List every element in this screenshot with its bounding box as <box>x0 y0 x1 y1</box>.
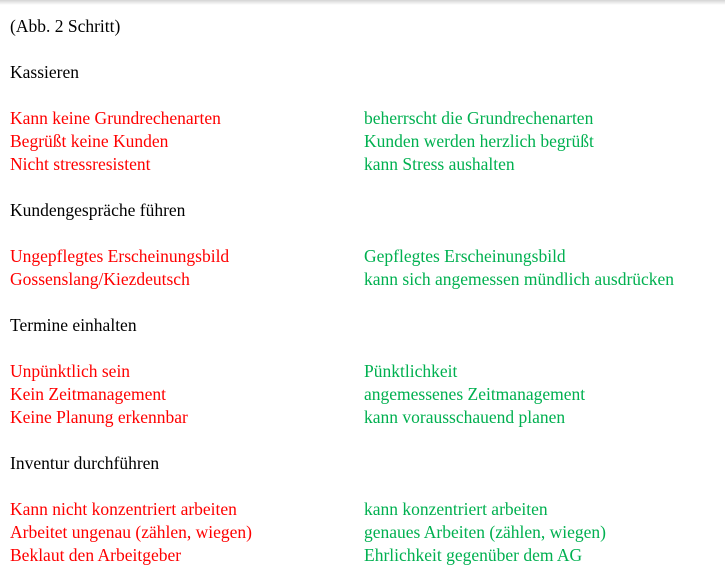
positive-trait: Pünktlichkeit <box>364 361 458 381</box>
comparison-row <box>10 383 722 406</box>
positive-trait: kann Stress aushalten <box>364 154 515 174</box>
section-title-termine: Termine einhalten <box>10 315 137 335</box>
negative-trait: Gossenslang/Kiezdeutsch <box>10 269 190 289</box>
section-title-inventur: Inventur durchführen <box>10 453 160 473</box>
comparison-row <box>10 498 722 521</box>
comparison-row <box>10 130 722 153</box>
positive-trait: kann konzentriert arbeiten <box>364 499 548 519</box>
comparison-row <box>10 406 722 429</box>
comparison-row <box>10 544 722 567</box>
positive-trait: genaues Arbeiten (zählen, wiegen) <box>364 522 606 542</box>
negative-trait: Kein Zeitmanagement <box>10 384 166 404</box>
section-rows-kundengespraeche <box>10 245 722 291</box>
comparison-row <box>10 245 722 268</box>
comparison-row <box>10 153 722 176</box>
positive-trait: Kunden werden herzlich begrüßt <box>364 131 594 151</box>
negative-trait: Beklaut den Arbeitgeber <box>10 545 182 565</box>
negative-trait: Ungepflegtes Erscheinungsbild <box>10 246 230 266</box>
positive-trait: Ehrlichkeit gegenüber dem AG <box>364 545 583 565</box>
section-title-kundengespraeche: Kundengespräche führen <box>10 200 186 220</box>
positive-trait: beherrscht die Grundrechenarten <box>364 108 594 128</box>
comparison-row <box>10 360 722 383</box>
comparison-row <box>10 268 722 291</box>
figure-caption: (Abb. 2 Schritt) <box>10 16 121 36</box>
negative-trait: Arbeitet ungenau (zählen, wiegen) <box>10 522 252 542</box>
positive-trait: kann sich angemessen mündlich ausdrücken <box>364 269 675 289</box>
comparison-row <box>10 107 722 130</box>
negative-trait: Kann keine Grundrechenarten <box>10 108 221 128</box>
positive-trait: angemessenes Zeitmanagement <box>364 384 586 404</box>
positive-trait: kann vorausschauend planen <box>364 407 566 427</box>
section-rows-termine <box>10 360 722 429</box>
comparison-row <box>10 521 722 544</box>
negative-trait: Unpünktlich sein <box>10 361 131 381</box>
negative-trait: Kann nicht konzentriert arbeiten <box>10 499 237 519</box>
positive-trait: Gepflegtes Erscheinungsbild <box>364 246 566 266</box>
section-rows-inventur <box>10 498 722 567</box>
section-rows-kassieren <box>10 107 722 176</box>
section-title-kassieren: Kassieren <box>10 62 80 82</box>
document-body <box>10 15 722 567</box>
negative-trait: Nicht stressresistent <box>10 154 151 174</box>
negative-trait: Begrüßt keine Kunden <box>10 131 169 151</box>
negative-trait: Keine Planung erkennbar <box>10 407 188 427</box>
window-top-edge <box>0 0 725 5</box>
